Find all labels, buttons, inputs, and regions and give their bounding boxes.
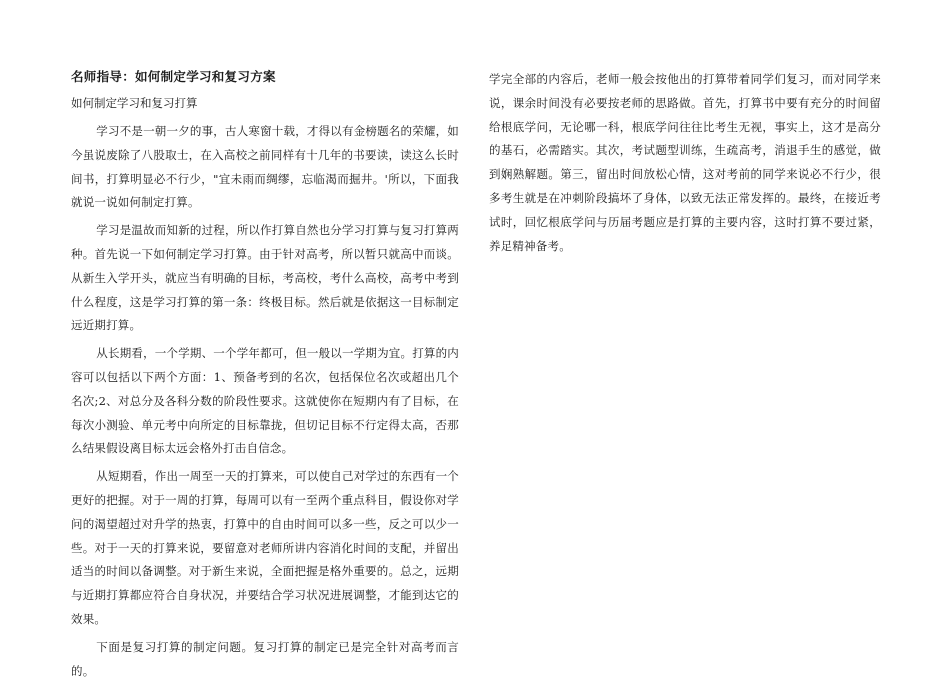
left-column bbox=[71, 68, 459, 687]
paragraph: 学习不是一朝一夕的事，古人寒窗十载，才得以有金榜题名的荣耀，如今虽说废除了八股取士，在入高校之前同样有十几年的书要读，读这么长时间书，打算明显必不行少，"宜未雨而绸缪，忘临渴而掘井。'所以，下面我就说一说如何制定打算。 bbox=[71, 124, 459, 210]
paragraph-continued: 学完全部的内容后，老师一般会按他出的打算带着同学们复习，而对同学来说，课余时间没有必要按老师的思路做。首先，打算书中要有充分的时间留给根底学问，无论哪一科，根底学问往往比考生无视，事实上，这才是高分的基石，必需踏实。其次，考试题型训练，生疏高考，消退手生的感觉，做到娴熟解题。第三，留出时间放松心情，这对考前的同学来说必不行少，很多考生就是在冲刺阶段搞坏了身体，以致无法正常发挥的。最终，在接近考试时，回忆根底学问与历届考题应是打算的主要内容，这时打算不要过紧，养足精神备考。 bbox=[489, 72, 881, 253]
document-subtitle: 如何制定学习和复习打算 bbox=[71, 96, 198, 110]
right-column bbox=[489, 68, 881, 262]
paragraph: 学习是温故而知新的过程，所以作打算自然也分学习打算与复习打算两种。首先说一下如何制定学习打算。由于针对高考，所以暂只就高中而谈。从新生入学开头，就应当有明确的目标，考高校，考什么高校，高考中考到什么程度，这是学习打算的第一条：终极目标。然后就是依据这一目标制定远近期打算。 bbox=[71, 223, 459, 333]
paragraph: 从短期看，作出一周至一天的打算来，可以使自己对学过的东西有一个更好的把握。对于一周的打算，每周可以有一至两个重点科目，假设你对学问的渴望超过对升学的热衷，打算中的自由时间可以多一些，反之可以少一些。对于一天的打算来说，要留意对老师所讲内容消化时间的支配，并留出适当的时间以备调整。对于新生来说，全面把握是格外重要的。总之，远期与近期打算都应符合自身状况，并要结合学习状况进展调整，才能到达它的效果。 bbox=[71, 469, 459, 626]
paragraph: 从长期看，一个学期、一个学年都可，但一般以一学期为宜。打算的内容可以包括以下两个方面：1、预备考到的名次，包括保位名次或超出几个名次;2、对总分及各科分数的阶段性要求。这就使你在短期内有了目标，在每次小测验、单元考中向所定的目标靠拢，但切记目标不行定得太高，否那么结果假设离目标太远会格外打击自信念。 bbox=[71, 346, 459, 456]
paragraph: 下面是复习打算的制定问题。复习打算的制定已是完全针对高考而言的。 bbox=[71, 639, 459, 678]
document-title: 名师指导：如何制定学习和复习方案 bbox=[71, 69, 276, 84]
